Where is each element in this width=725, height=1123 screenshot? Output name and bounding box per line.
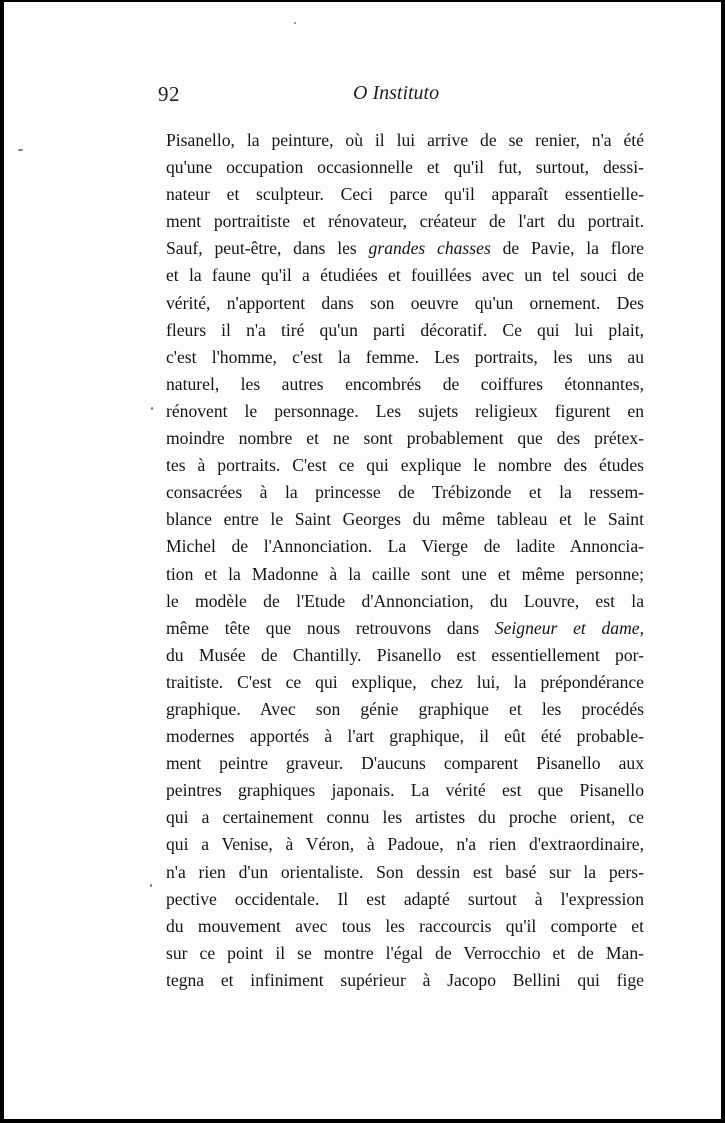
text-line [166,479,644,506]
text-line [166,967,644,994]
text-line [166,290,644,317]
body-text [166,127,644,994]
page-header [158,82,568,112]
text-segment: de Pavie, la flore [490,238,644,259]
text-line [166,777,644,804]
text-line [166,344,644,371]
text-segment: tes à portraits. C'est ce qui explique le nombre des études [166,455,644,476]
text-line [166,615,644,642]
text-line [166,425,644,452]
text-segment: le modèle de l'Etude d'Annonciation, du Louvre, est la [166,590,644,611]
text-line [166,804,644,831]
text-segment: fleurs il n'a tiré qu'un parti décoratif. Ce qui lui plait, [166,319,644,340]
running-title: O Instituto [353,82,440,104]
text-segment: du mouvement avec tous les raccourcis qu'il comporte et [166,915,644,936]
text-line [166,371,644,398]
text-line [166,886,644,913]
text-line [166,940,644,967]
text-line [166,588,644,615]
text-segment: peintres graphiques japonais. La vérité est que Pisanello [166,780,644,801]
text-segment: tegna et infiniment supérieur à Jacopo Bellini qui fige [166,969,644,990]
text-line [166,859,644,886]
text-segment: consacrées à la princesse de Trébizonde et la ressem- [166,482,644,503]
text-segment: vérité, n'apportent dans son oeuvre qu'un ornement. Des [166,292,644,313]
text-line [166,506,644,533]
text-segment: nateur et sculpteur. Ceci parce qu'il apparaît essentielle- [166,184,644,205]
paper-speck [151,407,153,410]
text-segment: sur ce point il se montre l'égal de Verrocchio et de Man- [166,942,644,963]
text-segment: et la faune qu'il a étudiées et fouillées avec un tel souci de [166,265,644,286]
text-line [166,561,644,588]
text-line [166,533,644,560]
text-line [166,723,644,750]
text-line [166,235,644,262]
text-segment: ment peintre graveur. D'aucuns comparent Pisanello aux [166,753,644,774]
text-segment: Pisanello, la peinture, où il lui arrive de se renier, n'a été [166,130,644,150]
text-line [166,181,644,208]
text-segment: qui a certainement connu les artistes du proche orient, ce [166,807,644,828]
text-segment: rénovent le personnage. Les sujets religieux figurent en [166,400,644,421]
text-segment: même tête que nous retrouvons dans [166,617,495,638]
text-line [166,831,644,858]
text-line [166,154,644,181]
text-segment: tion et la Madonne à la caille sont une et même personne; [166,563,644,584]
text-line [166,452,644,479]
text-segment: pective occidentale. Il est adapté surtout à l'expression [166,888,644,909]
text-segment: c'est l'homme, c'est la femme. Les portraits, les uns au [166,346,644,367]
text-segment: du Musée de Chantilly. Pisanello est essentiellement por- [166,644,644,665]
italic-title: Seigneur et dame, [494,617,644,638]
text-segment: ment portraitiste et rénovateur, créateur de l'art du portrait. [166,211,644,232]
text-line [166,127,644,154]
text-segment: moindre nombre et ne sont probablement que des prétex- [166,428,644,449]
text-segment: qui a Venise, à Véron, à Padoue, n'a rien d'extraordinaire, [166,834,644,855]
text-segment: graphique. Avec son génie graphique et les procédés [166,698,644,719]
text-line [166,262,644,289]
text-line [166,750,644,777]
text-line [166,642,644,669]
italic-title: grandes chasses [368,238,491,259]
text-segment: qu'une occupation occasionnelle et qu'il fut, surtout, dessi- [166,157,644,178]
text-segment: naturel, les autres encombrés de coiffures étonnantes, [166,373,644,394]
text-line [166,696,644,723]
text-line [166,208,644,235]
paper-speck [294,22,296,24]
text-segment: modernes apportés à l'art graphique, il eût été probable- [166,726,644,747]
text-segment: Michel de l'Annonciation. La Vierge de ladite Annoncia- [166,536,644,557]
text-segment: n'a rien d'un orientaliste. Son dessin est basé sur la pers- [166,861,644,882]
text-segment: traitiste. C'est ce qui explique, chez lui, la prépondérance [166,671,644,692]
text-line [166,669,644,696]
text-segment: Sauf, peut-être, dans les [166,238,369,259]
page-number: 92 [158,82,180,106]
paper-speck [18,149,23,151]
text-segment: blance entre le Saint Georges du même tableau et le Saint [166,509,644,530]
text-line [166,913,644,940]
text-line [166,398,644,425]
text-line [166,317,644,344]
paper-speck [150,884,152,887]
